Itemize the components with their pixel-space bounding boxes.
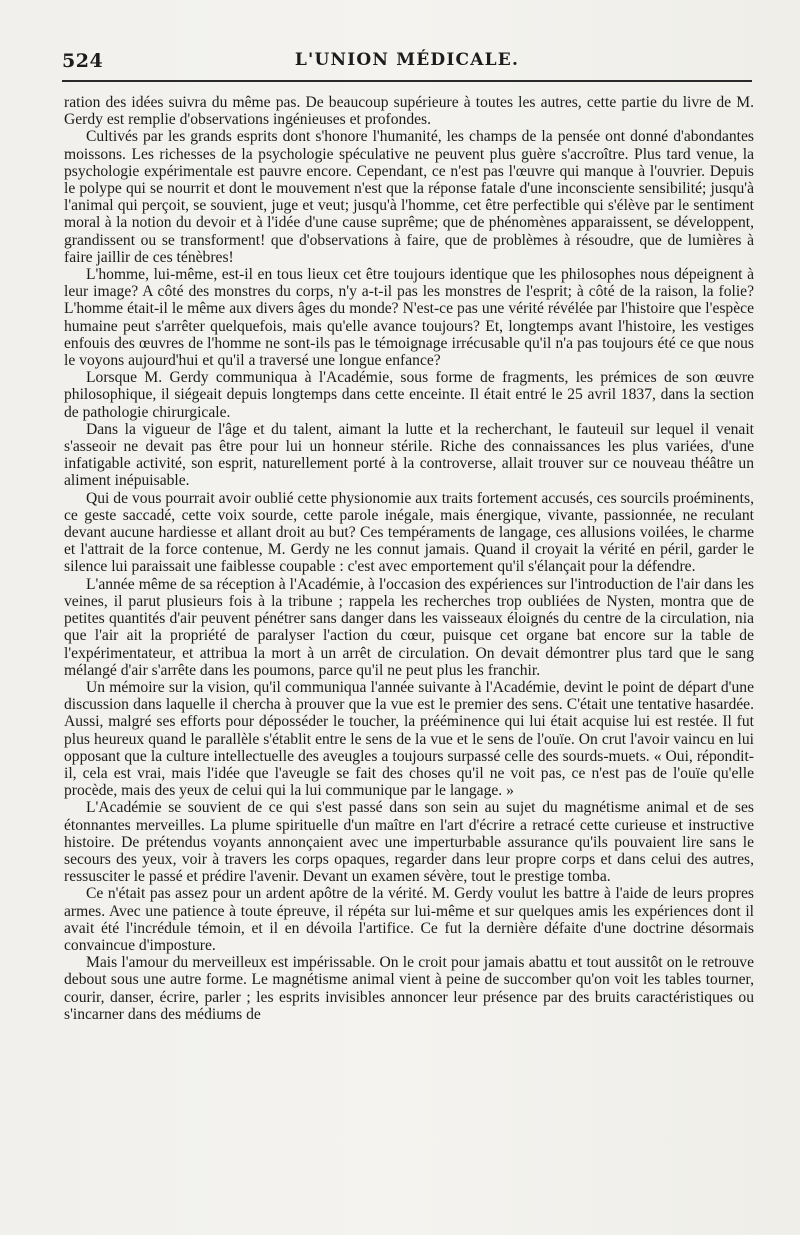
paragraph: Qui de vous pourrait avoir oublié cette physionomie aux traits fortement accusés, ces sourcils proéminents, ce geste saccadé, cette voix sourde, cette parole inégale, mais énergique, vivante, passionnée, ne reculant devant aucune hardiesse et allant droit au but? Ces tempéraments de langage, ces allusions voilées, le charme et l'attrait de la force contenue, M. Gerdy ne les connut jamais. Quand il croyait la vérité en péril, garder le silence lui paraissait une faiblesse coupable : c'est avec emportement qu'il s'élançait pour la défendre.: [64, 489, 754, 576]
page-header: [62, 48, 752, 74]
page-number: 524: [62, 50, 104, 72]
paragraph: Lorsque M. Gerdy communiqua à l'Académie, sous forme de fragments, les prémices de son œuvre philosophique, il siégeait depuis longtemps dans cette enceinte. Il était entré le 25 avril 1837, dans la section de pathologie chirurgicale.: [64, 369, 754, 421]
paragraph: Dans la vigueur de l'âge et du talent, aimant la lutte et la recherchant, le fauteuil sur lequel il venait s'asseoir ne devait pas être pour lui un honneur stérile. Riche des connaissances les plus variées, d'une infatigable activité, son esprit, naturellement porté à la controverse, allait trouver sur ce nouveau théâtre un aliment inépuisable.: [64, 420, 754, 490]
paragraph: Ce n'était pas assez pour un ardent apôtre de la vérité. M. Gerdy voulut les battre à l'aide de leurs propres armes. Avec une patience à toute épreuve, il répéta sur lui-même et sur quelques amis les expériences dont il avait été l'incrédule témoin, et il en dévoila l'artifice. Ce fut la dernière défaite d'une doctrine désormais convaincue d'imposture.: [64, 885, 754, 954]
paragraph: Cultivés par les grands esprits dont s'honore l'humanité, les champs de la pensée ont donné d'abondantes moissons. Les richesses de la psychologie spéculative ne peuvent plus guère s'accroître. Plus tard venue, la psychologie expérimentale est pauvre encore. Cependant, ce n'est pas l'œuvre qui manque à l'ouvrier. Depuis le polype qui se nourrit et dont le mouvement n'est que la réponse fatale d'une inconsciente sensibilité; jusqu'à l'animal qui perçoit, se souvient, juge et veut; jusqu'à l'homme, cet être perfectible qui s'élève par le sentiment moral à la notion du devoir et à l'idée d'une cause suprême; que de phénomènes apparaissent, se développent, grandissent ou se transforment! que d'observations à faire, que de problèmes à résoudre, que de lumières à faire jaillir de ces ténèbres!: [64, 128, 754, 266]
body-text: [64, 94, 754, 1023]
header-rule: [62, 80, 752, 82]
paragraph: ration des idées suivra du même pas. De beaucoup supérieure à toutes les autres, cette partie du livre de M. Gerdy est remplie d'observations ingénieuses et profondes.: [64, 94, 754, 129]
journal-title: L'UNION MÉDICALE.: [294, 50, 520, 70]
paragraph: Mais l'amour du merveilleux est impérissable. On le croit pour jamais abattu et tout aussitôt on le retrouve debout sous une autre forme. Le magnétisme animal vient à peine de succomber qu'on voit les tables tourner, courir, danser, écrire, parler ; les esprits invisibles annoncer leur présence par des bruits caractéristiques ou s'incarner dans des médiums de: [64, 954, 754, 1023]
paragraph: L'homme, lui-même, est-il en tous lieux cet être toujours identique que les philosophes nous dépeignent à leur image? A côté des monstres du corps, n'y a-t-il pas les monstres de l'esprit; à côté de la raison, la folie? L'homme était-il le même aux divers âges du monde? N'est-ce pas une vérité révélée par l'histoire que l'espèce humaine peut s'arrêter quelquefois, mais qu'elle avance toujours? Et, longtemps avant l'histoire, les vestiges enfouis des œuvres de l'homme ne sont-ils pas le témoignage irrécusable qu'il n'a pas toujours été ce que nous le voyons aujourd'hui et qu'il a traversé une longue enfance?: [64, 266, 754, 370]
paragraph: Un mémoire sur la vision, qu'il communiqua l'année suivante à l'Académie, devint le point de départ d'une discussion dans laquelle il chercha à prouver que la vue est le premier des sens. C'était une tentative hasardée. Aussi, malgré ses efforts pour déposséder le toucher, la prééminence qui lui était acquise lui est restée. Il fut plus heureux quand le parallèle s'établit entre le sens de la vue et le sens de l'ouïe. On crut l'avoir vaincu en lui opposant que la culture intellectuelle des aveugles a toujours surpassé celle des sourds-muets. « Oui, répondit-il, cela est vrai, mais l'idée que l'aveugle se fait des choses qu'il ne voit pas, ce n'est pas de l'ouïe qu'elle procède, mais des yeux de celui qui la lui communique par le langage. »: [64, 678, 754, 800]
paragraph: L'année même de sa réception à l'Académie, à l'occasion des expériences sur l'introduction de l'air dans les veines, il parut plusieurs fois à la tribune ; rappela les recherches trop oubliées de Nysten, montra que de petites quantités d'air peuvent pénétrer sans danger dans les vaisseaux éloignés du centre de la circulation, nia que l'air ait la propriété de paralyser l'action du cœur, puisque cet organe bat encore sur la table de l'expérimentateur, et attribua la mort à un arrêt de circulation. On devait démontrer plus tard que le sang mélangé d'air s'arrête dans les poumons, parce qu'il ne peut plus les franchir.: [64, 575, 754, 679]
paragraph: L'Académie se souvient de ce qui s'est passé dans son sein au sujet du magnétisme animal et de ses étonnantes merveilles. La plume spirituelle d'un maître en l'art d'écrire a retracé cette curieuse et instructive histoire. De prétendus voyants annonçaient avec une imperturbable assurance qu'ils pouvaient lire sans le secours des yeux, voir à travers les corps opaques, regarder dans leur propre corps et dans celui des autres, ressusciter le passé et prédire l'avenir. Devant un examen sévère, tout le prestige tomba.: [64, 799, 754, 886]
